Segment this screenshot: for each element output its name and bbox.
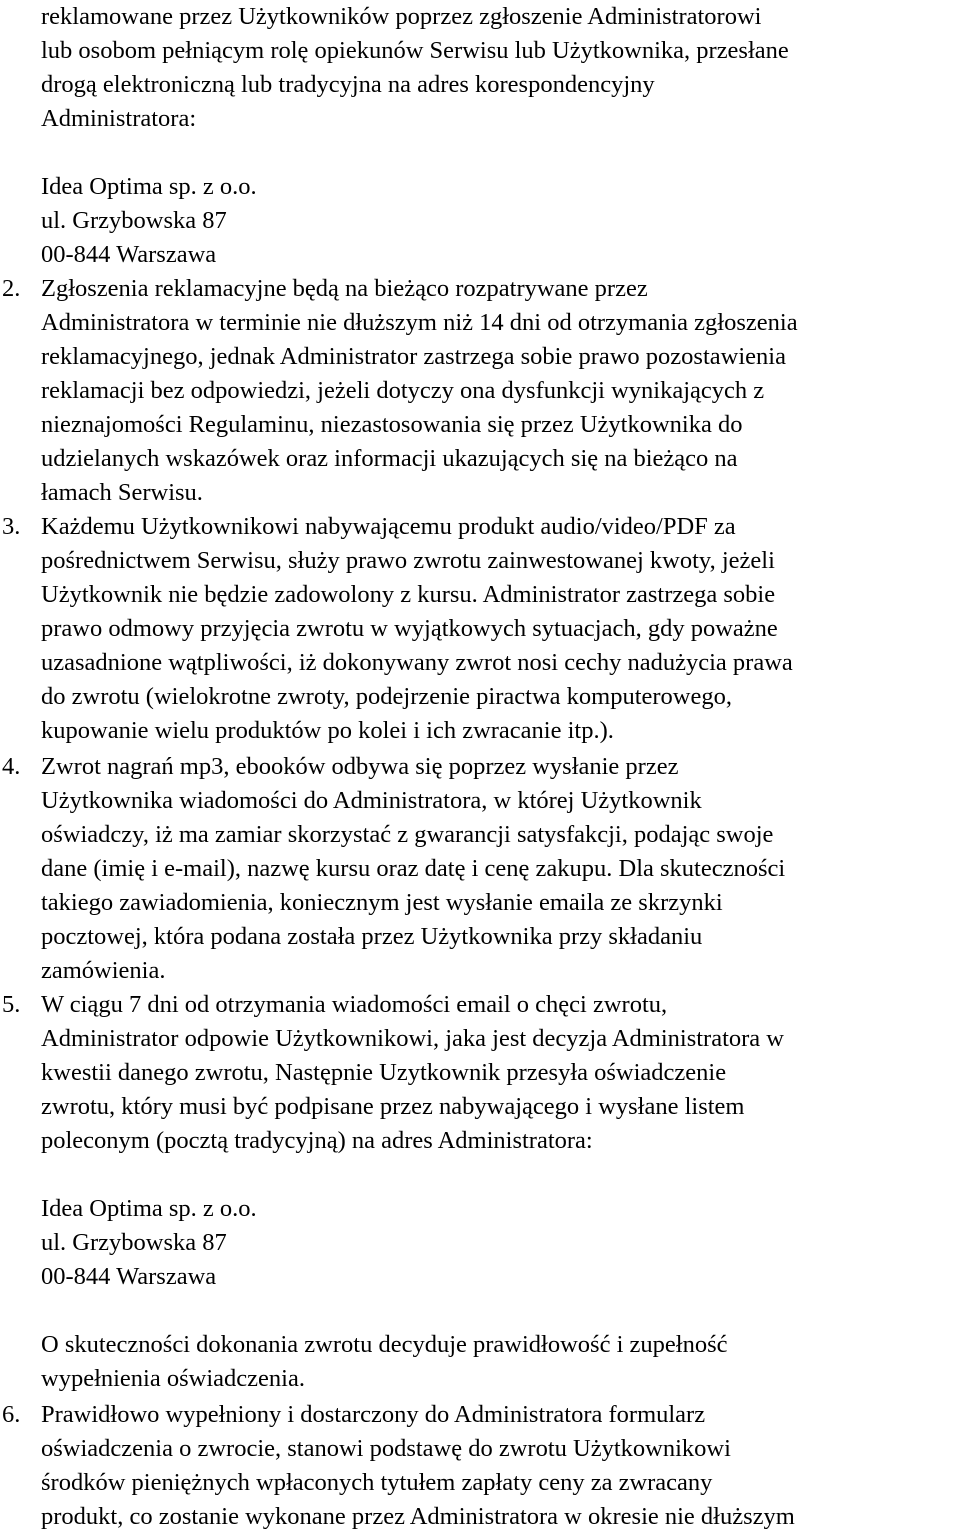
item-line: poleconym (pocztą tradycyjną) na adres Administratora: <box>41 1127 593 1154</box>
item-line: kwestii danego zwrotu, Następnie Uzytkownik przesyła oświadczenie <box>41 1059 727 1086</box>
item-number: 4. <box>2 753 21 780</box>
intro-line: Administratora: <box>41 105 197 132</box>
item-line: zamówienia. <box>41 957 166 984</box>
address-street: ul. Grzybowska 87 <box>41 1229 227 1256</box>
item-line: kupowanie wielu produktów po kolei i ich zwracanie itp.). <box>41 717 614 744</box>
item-number: 2. <box>2 275 21 302</box>
item-number: 6. <box>2 1401 21 1428</box>
item-line: nieznajomości Regulaminu, niezastosowania się przez Użytkownika do <box>41 411 743 438</box>
item-line: pośrednictwem Serwisu, służy prawo zwrotu zainwestowanej kwoty, jeżeli <box>41 547 775 574</box>
item-line: takiego zawiadomienia, koniecznym jest wysłanie emaila ze skrzynki <box>41 889 723 916</box>
item-line: Użytkownik nie będzie zadowolony z kursu. Administrator zastrzega sobie <box>41 581 776 608</box>
item-line: reklamacyjnego, jednak Administrator zastrzega sobie prawo pozostawienia <box>41 343 786 370</box>
item-line: Administratora w terminie nie dłuższym niż 14 dni od otrzymania zgłoszenia <box>41 309 798 336</box>
item-line: udzielanych wskazówek oraz informacji ukazujących się na bieżąco na <box>41 445 738 472</box>
address-city: 00-844 Warszawa <box>41 241 217 268</box>
item-line: uzasadnione wątpliwości, iż dokonywany zwrot nosi cechy nadużycia prawa <box>41 649 793 676</box>
item-line: Każdemu Użytkownikowi nabywającemu produkt audio/video/PDF za <box>41 513 736 540</box>
item-line: W ciągu 7 dni od otrzymania wiadomości email o chęci zwrotu, <box>41 991 668 1018</box>
item-line: wypełnienia oświadczenia. <box>41 1365 305 1392</box>
item-line: Zwrot nagrań mp3, ebooków odbywa się poprzez wysłanie przez <box>41 753 679 780</box>
item-line: prawo odmowy przyjęcia zwrotu w wyjątkowych sytuacjach, gdy poważne <box>41 615 778 642</box>
intro-line: reklamowane przez Użytkowników poprzez zgłoszenie Administratorowi <box>41 3 762 30</box>
item-line: do zwrotu (wielokrotne zwroty, podejrzenie piractwa komputerowego, <box>41 683 732 710</box>
item-line: produkt, co zostanie wykonane przez Administratora w okresie nie dłuższym <box>41 1503 795 1530</box>
address-city: 00-844 Warszawa <box>41 1263 217 1290</box>
item-line: O skuteczności dokonania zwrotu decyduje prawidłowość i zupełność <box>41 1331 728 1358</box>
address-company: Idea Optima sp. z o.o. <box>41 1195 257 1222</box>
item-line: pocztowej, która podana została przez Użytkownika przy składaniu <box>41 923 703 950</box>
intro-line: drogą elektroniczną lub tradycyjna na adres korespondencyjny <box>41 71 655 98</box>
item-line: oświadczenia o zwrocie, stanowi podstawę do zwrotu Użytkownikowi <box>41 1435 731 1462</box>
item-line: Prawidłowo wypełniony i dostarczony do Administratora formularz <box>41 1401 706 1428</box>
item-line: dane (imię i e-mail), nazwę kursu oraz datę i cenę zakupu. Dla skuteczności <box>41 855 786 882</box>
address-company: Idea Optima sp. z o.o. <box>41 173 257 200</box>
item-line: reklamacji bez odpowiedzi, jeżeli dotyczy ona dysfunkcji wynikających z <box>41 377 765 404</box>
item-line: łamach Serwisu. <box>41 479 203 506</box>
item-number: 3. <box>2 513 21 540</box>
item-line: Użytkownika wiadomości do Administratora, w której Użytkownik <box>41 787 702 814</box>
item-line: Zgłoszenia reklamacyjne będą na bieżąco rozpatrywane przez <box>41 275 648 302</box>
intro-line: lub osobom pełniącym rolę opiekunów Serwisu lub Użytkownika, przesłane <box>41 37 789 64</box>
item-line: środków pieniężnych wpłaconych tytułem zapłaty ceny za zwracany <box>41 1469 713 1496</box>
address-street: ul. Grzybowska 87 <box>41 207 227 234</box>
item-line: Administrator odpowie Użytkownikowi, jaka jest decyzja Administratora w <box>41 1025 785 1052</box>
item-line: zwrotu, który musi być podpisane przez nabywającego i wysłane listem <box>41 1093 745 1120</box>
item-line: oświadczy, iż ma zamiar skorzystać z gwarancji satysfakcji, podając swoje <box>41 821 774 848</box>
item-number: 5. <box>2 991 21 1018</box>
